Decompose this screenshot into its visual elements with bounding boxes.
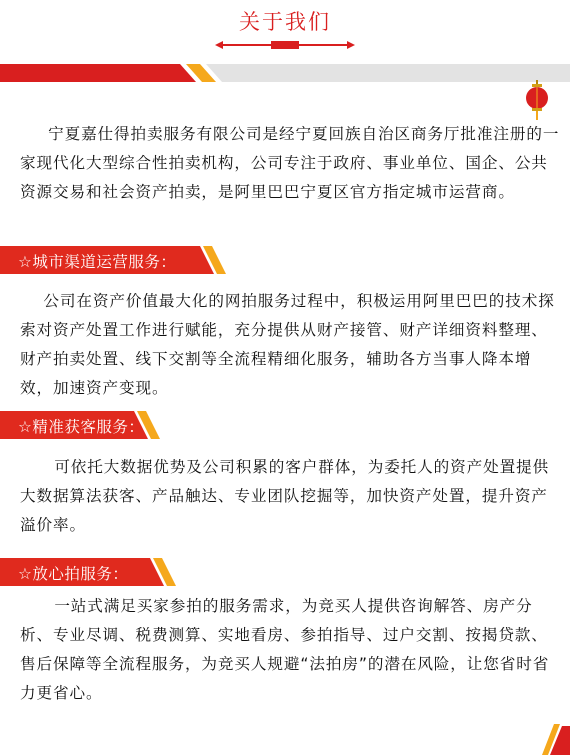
section-label-text: ☆城市渠道运营服务： — [18, 253, 177, 271]
intro-paragraph: 宁夏嘉仕得拍卖服务有限公司是经宁夏回族自治区商务厅批准注册的一家现代化大型综合性拍卖机构，公司专注于政府、事业单位、国企、公共资源交易和社会资产拍卖，是阿里巴巴宁夏区官方指定城市运营商。 — [20, 125, 560, 201]
header-band — [0, 64, 570, 82]
section-body-city-channel: 公司在资产价值最大化的网拍服务过程中，积极运用阿里巴巴的技术探索对资产处置工作进行赋能，充分提供从财产接管、财产详细资料整理、财产拍卖处置、线下交割等全流程精细化服务，辅助各方当事人降本增效，加速资产变现。 — [20, 292, 555, 397]
section-label-city-channel — [0, 246, 230, 274]
lantern-icon — [524, 80, 550, 120]
page-title: 关于我们 — [239, 10, 331, 34]
section-label-precise-acquisition — [0, 411, 230, 439]
corner-decoration — [532, 716, 570, 755]
page-header — [0, 0, 570, 90]
title-underline-decoration — [215, 40, 355, 50]
section-label-text: ☆放心拍服务： — [18, 565, 129, 583]
section-body-reassured-bidding: 一站式满足买家参拍的服务需求，为竞买人提供咨询解答、房产分析、专业尽调、税费测算、实地看房、参拍指导、过户交割、按揭贷款、售后保障等全流程服务，为竞买人规避“法拍房”的潜在风险，让您省时省力更省心。 — [20, 597, 550, 702]
section-label-text: ☆精准获客服务： — [18, 418, 145, 436]
section-body-precise-acquisition: 可依托大数据优势及公司积累的客户群体，为委托人的资产处置提供大数据算法获客、产品触达、专业团队挖掘等，加快资产处置，提升资产溢价率。 — [20, 458, 550, 534]
section-label-reassured-bidding — [0, 558, 230, 586]
